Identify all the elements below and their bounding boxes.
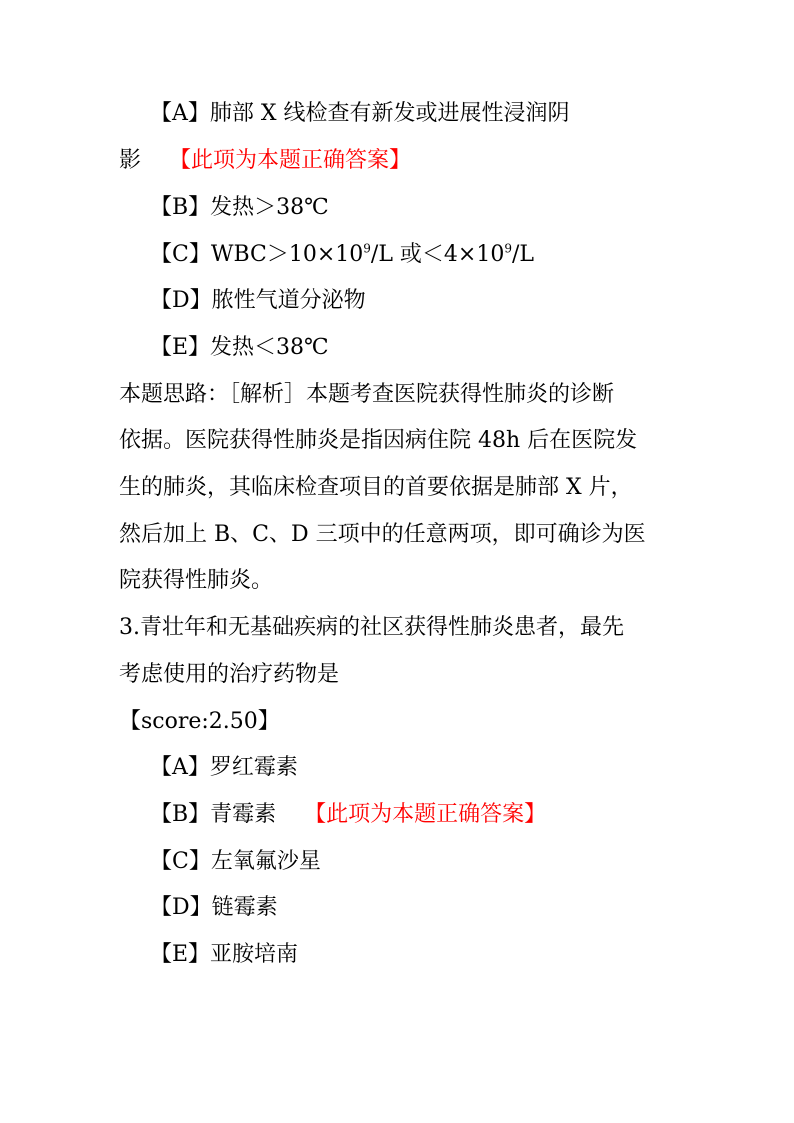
q3-option-c-text: 【C】左氧氟沙星 — [150, 849, 321, 874]
q3-option-b-text: 【B】青霉素 — [150, 802, 277, 827]
q2-option-e-text: 【E】发热＜38℃ — [150, 335, 329, 360]
q2-analysis-line: 依据。医院获得性肺炎是指因病住院 48h 后在医院发 — [119, 428, 638, 453]
q2-correct-answer-marker: 【此项为本题正确答案】 — [169, 148, 412, 173]
q2-option-d — [150, 285, 366, 317]
q3-option-e-text: 【E】亚胺培南 — [150, 942, 299, 967]
q2-option-c — [150, 239, 534, 271]
q3-option-e — [150, 939, 298, 971]
q2-option-b — [150, 192, 329, 224]
q2-analysis-line: 生的肺炎，其临床检查项目的首要依据是肺部 X 片， — [119, 475, 633, 500]
q2-option-a-text: 【A】肺部 X 线检查有新发或进展性浸润阴 — [150, 101, 570, 126]
q3-score: 【score:2.50】 — [119, 709, 280, 734]
q2-analysis-line: 本题思路：［解析］本题考查医院获得性肺炎的诊断 — [119, 382, 615, 407]
q3-option-d-text: 【D】链霉素 — [150, 895, 278, 920]
q2-option-a-line2 — [119, 145, 411, 177]
q2-analysis-line: 然后加上 B、C、D 三项中的任意两项，即可确诊为医 — [119, 522, 646, 547]
q3-option-b — [150, 799, 546, 831]
q3-question-line2: 考虑使用的治疗药物是 — [119, 662, 340, 687]
q2-analysis-line: 院获得性肺炎。 — [119, 568, 274, 593]
q2-option-c-text-post: /L — [512, 242, 535, 267]
q3-option-a-text: 【A】罗红霉素 — [150, 755, 298, 780]
q2-option-b-text: 【B】发热＞38℃ — [150, 195, 329, 220]
q2-option-a-line1 — [150, 98, 570, 130]
q2-option-e — [150, 332, 329, 364]
q3-question-line1: 3.青壮年和无基础疾病的社区获得性肺炎患者，最先 — [119, 615, 624, 640]
q2-option-c-text-mid: /L 或＜4×10 — [370, 242, 505, 267]
q2-option-c-sup2: 9 — [504, 241, 513, 256]
q3-option-a — [150, 752, 298, 784]
q3-option-c — [150, 846, 321, 878]
q2-option-c-sup1: 9 — [363, 241, 371, 256]
q2-option-c-text-pre: 【C】WBC＞10×10 — [150, 242, 364, 267]
q3-correct-answer-marker: 【此项为本题正确答案】 — [304, 802, 547, 827]
q3-option-d — [150, 892, 278, 924]
q2-option-a-text-cont: 影 — [119, 148, 142, 173]
q2-option-d-text: 【D】脓性气道分泌物 — [150, 288, 366, 313]
